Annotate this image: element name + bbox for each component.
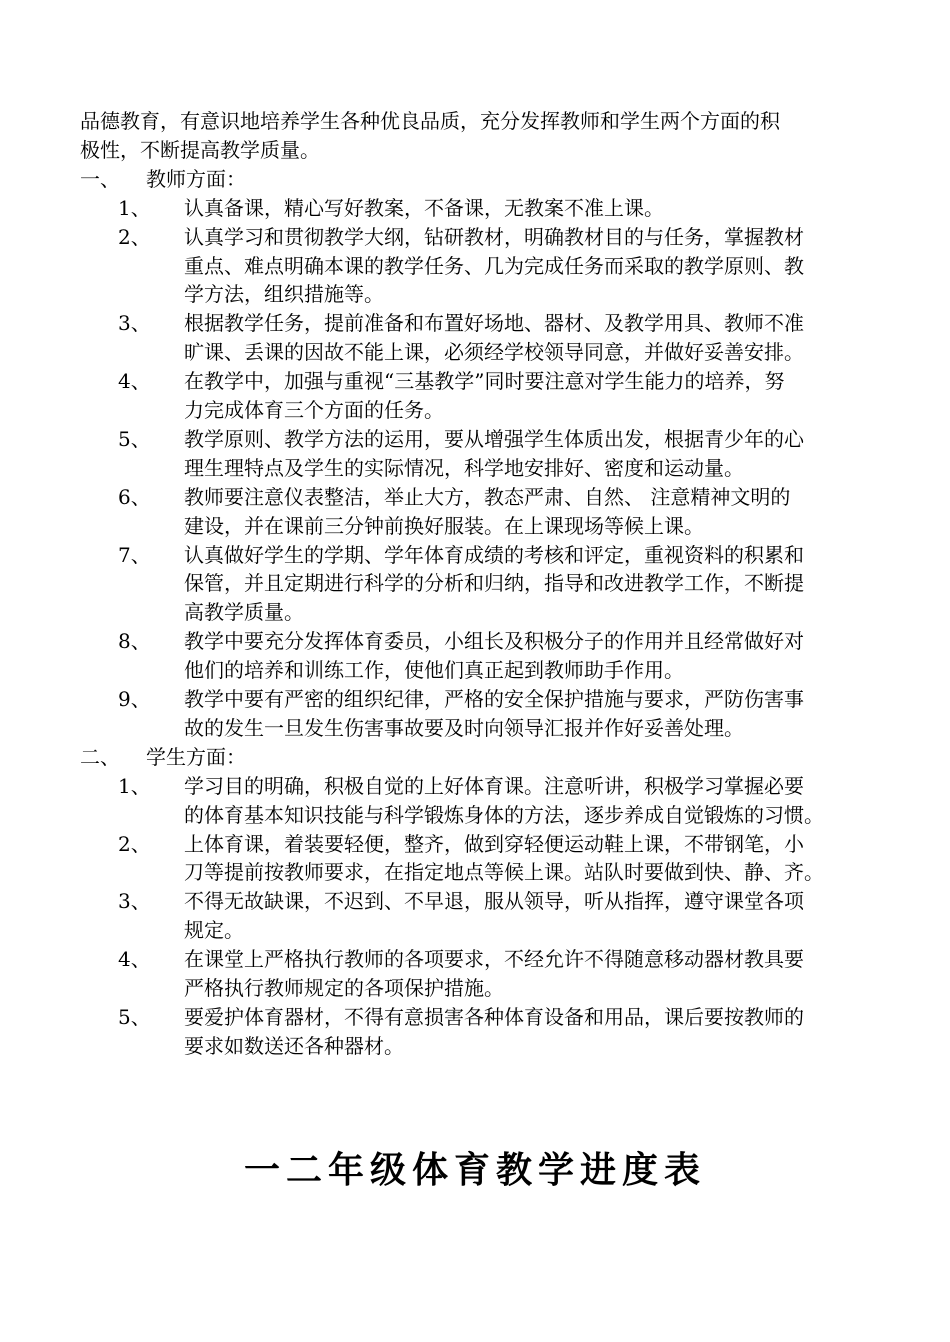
list-item-number: 3、 [118,889,151,914]
list-item-number: 5、 [118,1004,151,1029]
list-item-text: 严格执行教师规定的各项保护措施。 [184,976,504,1000]
list-item-text: 旷课、丢课的因故不能上课，必须经学校领导同意，并做好妥善安排。 [184,340,804,365]
list-item-number: 1、 [118,195,151,220]
section-title: 学生方面： [146,744,246,769]
list-item-text: 他们的培养和训练工作，使他们真正起到教师助手作用。 [184,658,684,683]
list-item-text: 力完成体育三个方面的任务。 [184,398,444,422]
list-item-text: 在课堂上严格执行教师的各项要求，不经允许不得随意移动器材教具要 [184,947,804,972]
section-number: 二、 [80,744,120,769]
list-item-text: 要爱护体育器材，不得有意损害各种体育设备和用品，课后要按教师的 [184,1004,804,1029]
list-item-text: 认真做好学生的学期、学年体育成绩的考核和评定，重视资料的积累和 [184,542,804,567]
list-item-number: 2、 [118,224,151,249]
list-item-text: 认真备课，精心写好教案，不备课，无教案不准上课。 [184,195,664,220]
page-title: 一二年级体育教学进度表 [243,1150,706,1191]
list-item-text: 教学原则、教学方法的运用，要从增强学生体质出发，根据青少年的心 [184,426,804,451]
list-item-text: 理生理特点及学生的实际情况，科学地安排好、密度和运动量。 [184,455,744,480]
list-item-number: 7、 [118,542,151,567]
list-item-text: 教学中要充分发挥体育委员，小组长及积极分子的作用并且经常做好对 [184,629,804,654]
list-item-text: 教师要注意仪表整洁，举止大方，教态严肃、自然、 注意精神文明的 [184,484,791,509]
list-item-number: 4、 [118,369,151,394]
list-item-number: 6、 [118,484,151,509]
list-item-number: 4、 [118,947,151,972]
list-item-number: 5、 [118,426,151,451]
list-item-text: 的体育基本知识技能与科学锻炼身体的方法，逐步养成自觉锻炼的习惯。 [184,802,824,827]
section-title: 教师方面： [146,166,246,191]
list-item-number: 8、 [118,629,151,654]
list-item-text: 认真学习和贯彻教学大纲，钻研教材，明确教材目的与任务，掌握教材 [184,224,804,249]
list-item-text: 学方法，组织措施等。 [184,282,384,307]
list-item-text: 不得无故缺课，不迟到、不早退，服从领导，听从指挥，遵守课堂各项 [184,889,804,914]
list-item-text: 在教学中，加强与重视“三基教学”同时要注意对学生能力的培养，努 [184,369,785,394]
list-item-number: 9、 [118,687,151,711]
list-item-text: 学习目的明确，积极自觉的上好体育课。注意听讲，积极学习掌握必要 [184,773,804,798]
section-number: 一、 [80,166,120,191]
intro-line: 品德教育，有意识地培养学生各种优良品质，充分发挥教师和学生两个方面的积 [80,109,780,133]
list-item-text: 刀等提前按教师要求，在指定地点等候上课。站队时要做到快、静、齐。 [184,860,824,885]
list-item-text: 高教学质量。 [184,600,304,625]
list-item-text: 教学中要有严密的组织纪律，严格的安全保护措施与要求，严防伤害事 [184,687,804,711]
list-item-number: 2、 [118,831,151,856]
list-item-text: 故的发生一旦发生伤害事故要及时向领导汇报并作好妥善处理。 [184,715,744,740]
list-item-text: 上体育课，着装要轻便，整齐，做到穿轻便运动鞋上课，不带钢笔，小 [184,831,804,856]
intro-line: 极性，不断提高教学质量。 [80,137,320,162]
list-item-text: 保管，并且定期进行科学的分析和归纳，指导和改进教学工作，不断提 [184,571,804,596]
list-item-text: 要求如数送还各种器材。 [184,1033,404,1058]
list-item-number: 3、 [118,311,151,336]
list-item-text: 重点、难点明确本课的教学任务、几为完成任务而采取的教学原则、教 [184,253,804,278]
list-item-text: 建设，并在课前三分钟前换好服装。在上课现场等候上课。 [184,513,704,538]
list-item-text: 规定。 [184,918,244,943]
list-item-number: 1、 [118,773,151,798]
list-item-text: 根据教学任务，提前准备和布置好场地、器材、及教学用具、教师不准 [184,311,804,336]
